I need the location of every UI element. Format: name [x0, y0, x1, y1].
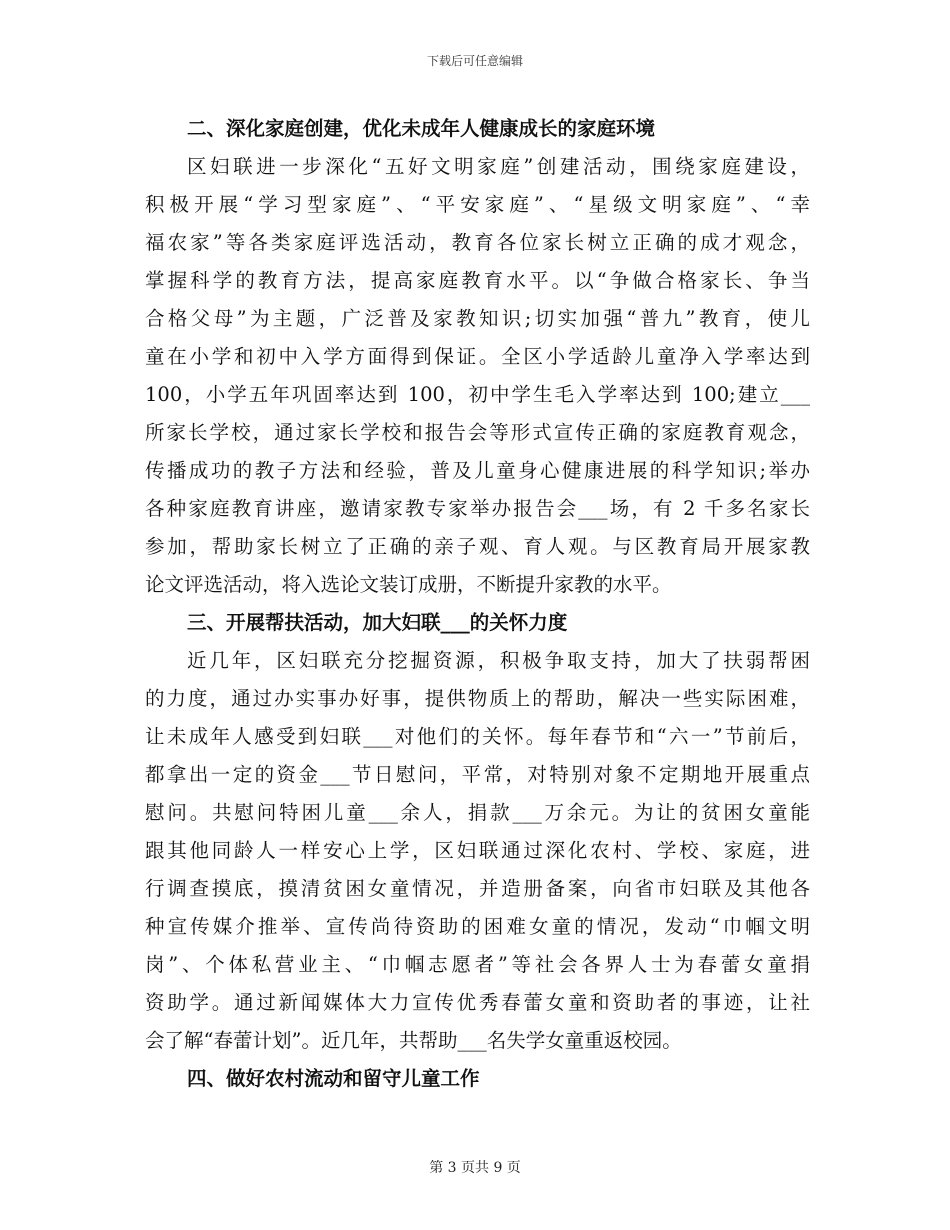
paragraph-line: 积极开展“学习型家庭”、“平安家庭”、“星级文明家庭”、“幸	[145, 193, 810, 216]
page-header: 下载后可任意编辑	[426, 54, 523, 68]
paragraph-line: 慰问。共慰问特困儿童___余人，捐款___万余元。为让的贫困女童能	[145, 801, 810, 824]
paragraph-line: 论文评选活动，将入选论文装订成册，不断提升家教的水平。	[145, 573, 672, 596]
paragraph-line: 跟其他同龄人一样安心上学，区妇联通过深化农村、学校、家庭，进	[145, 839, 810, 862]
paragraph-line: 行调查摸底，摸清贫困女童情况，并造册备案，向省市妇联及其他各	[145, 877, 810, 900]
paragraph-line: 资助学。通过新闻媒体大力宣传优秀春蕾女童和资助者的事迹，让社	[145, 991, 810, 1014]
paragraph-line: 各种家庭教育讲座，邀请家教专家举办报告会___场，有 2 千多名家长	[145, 497, 810, 520]
paragraph-line: 童在小学和初中入学方面得到保证。全区小学适龄儿童净入学率达到	[145, 345, 810, 368]
paragraph-line: 让未成年人感受到妇联___对他们的关怀。每年春节和“六一”节前后，	[145, 725, 810, 748]
section-heading: 三、开展帮扶活动，加大妇联___的关怀力度	[187, 611, 568, 634]
paragraph-line: 100，小学五年巩固率达到 100，初中学生毛入学率达到 100;建立___	[145, 383, 810, 406]
paragraph-line: 所家长学校，通过家长学校和报告会等形式宣传正确的家庭教育观念，	[145, 421, 810, 444]
paragraph-line: 的力度，通过办实事办好事，提供物质上的帮助，解决一些实际困难，	[145, 687, 810, 710]
page-footer: 第 3 页共 9 页	[429, 1160, 521, 1176]
paragraph-line: 传播成功的教子方法和经验，普及儿童身心健康进展的科学知识;举办	[145, 459, 810, 482]
paragraph-line: 种宣传媒介推举、宣传尚待资助的困难女童的情况，发动“巾帼文明	[145, 915, 810, 938]
document-body	[145, 110, 810, 1098]
paragraph-line: 会了解“春蕾计划”。近几年，共帮助___名失学女童重返校园。	[145, 1029, 682, 1052]
paragraph-line: 合格父母”为主题，广泛普及家教知识;切实加强“普九”教育，使儿	[145, 307, 810, 330]
section-heading: 四、做好农村流动和留守儿童工作	[187, 1067, 480, 1090]
paragraph-line: 福农家”等各类家庭评选活动，教育各位家长树立正确的成才观念，	[145, 231, 810, 254]
paragraph-line: 区妇联进一步深化“五好文明家庭”创建活动，围绕家庭建设，	[187, 155, 810, 178]
paragraph-line: 岗”、个体私营业主、“巾帼志愿者”等社会各界人士为春蕾女童捐	[145, 953, 810, 976]
paragraph-line: 参加，帮助家长树立了正确的亲子观、育人观。与区教育局开展家教	[145, 535, 810, 558]
paragraph-line: 掌握科学的教育方法，提高家庭教育水平。以“争做合格家长、争当	[145, 269, 810, 292]
section-heading: 二、深化家庭创建，优化未成年人健康成长的家庭环境	[187, 117, 656, 140]
paragraph-line: 近几年，区妇联充分挖掘资源，积极争取支持，加大了扶弱帮困	[187, 649, 810, 672]
paragraph-line: 都拿出一定的资金___节日慰问，平常，对特别对象不定期地开展重点	[145, 763, 810, 786]
